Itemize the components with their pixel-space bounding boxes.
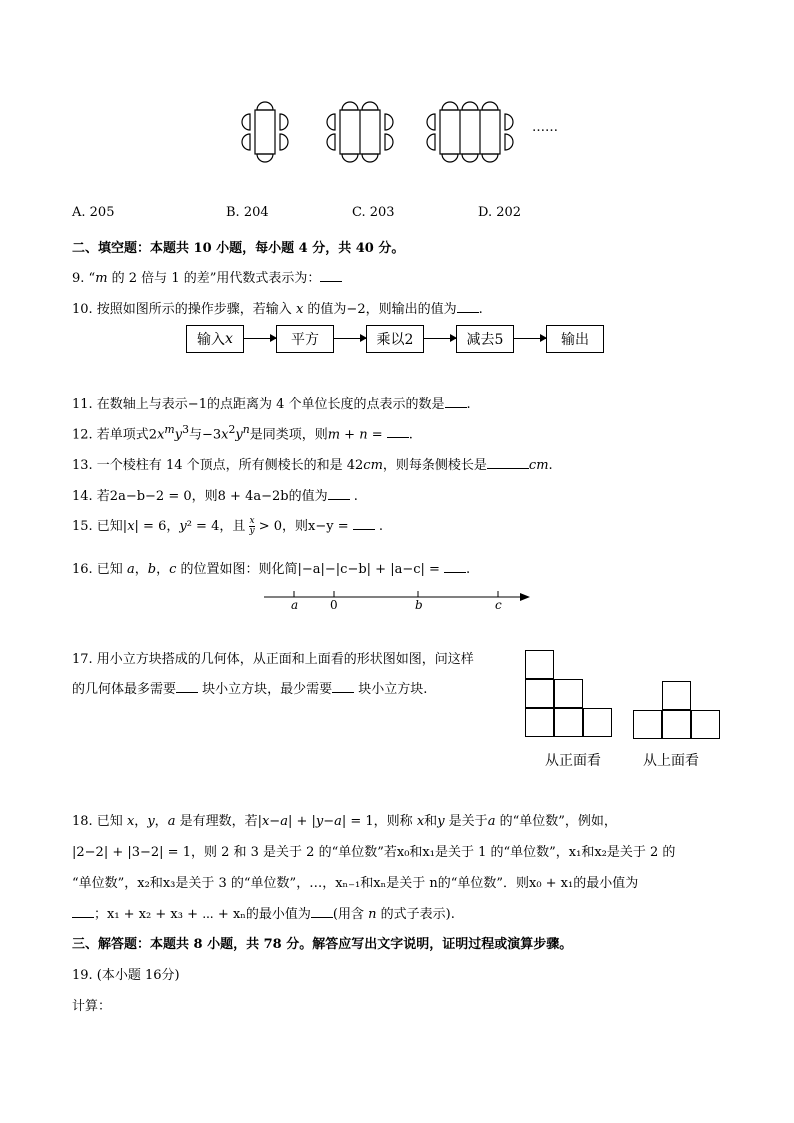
answer-blank[interactable] bbox=[311, 906, 333, 918]
answer-blank[interactable] bbox=[445, 396, 467, 408]
question-15: 15. 已知|x| = 6，y² = 4，且 $\frac{x}{y}$ > 0，则x−y = . bbox=[72, 516, 384, 536]
flow-box-output: 输出 bbox=[546, 325, 604, 353]
answer-blank[interactable] bbox=[487, 457, 529, 469]
answer-blank[interactable] bbox=[387, 426, 409, 438]
question-19-title: 19. (本小题 16分) bbox=[72, 968, 180, 983]
option-a[interactable]: A. 205 bbox=[72, 205, 115, 220]
question-12: 12. 若单项式$2x^my^3$与$-3x^2y^n$是同类项，则m + n = . bbox=[72, 423, 413, 443]
flow-box-square: 平方 bbox=[276, 325, 334, 353]
question-9: 9. “m 的 2 倍与 1 的差”用代数式表示为： bbox=[72, 267, 342, 286]
question-18-line3: “单位数”，x₂和x₃是关于 3 的“单位数”，…，xₙ₋₁和xₙ是关于 n的“单位数”．则x₀ + x₁的最小值为 bbox=[72, 876, 639, 891]
question-10: 10. 按照如图所示的操作步骤，若输入 x 的值为−2，则输出的值为 . bbox=[72, 302, 483, 317]
question-18-line2: |2−2| + |3−2| = 1，则 2 和 3 是关于 2 的“单位数”若x₀和x₁是关于 1 的“单位数”，x₁和x₂是关于 2 的 bbox=[72, 845, 676, 860]
number-line-label-c: c bbox=[495, 598, 502, 612]
question-19-prompt: 计算： bbox=[72, 999, 112, 1014]
flow-arrow bbox=[244, 338, 276, 339]
flow-box-subtract: 减去5 bbox=[456, 325, 514, 353]
answer-blank[interactable] bbox=[328, 488, 350, 500]
question-11: 11. 在数轴上与表示−1的点距离为 4 个单位长度的点表示的数是 . bbox=[72, 397, 471, 412]
question-13: 13. 一个棱柱有 14 个顶点，所有侧棱长的和是 42cm，则每条侧棱长是 cm. bbox=[72, 458, 553, 473]
figure-ellipsis: …… bbox=[532, 120, 558, 135]
question-18-line1: 18. 已知 x，y，a 是有理数，若|x−a| + |y−a| = 1，则称 x和y 是关于a 的“单位数”，例如， bbox=[72, 814, 617, 829]
question-17-line1: 17. 用小立方块搭成的几何体，从正面和上面看的形状图如图，问这样 bbox=[72, 652, 474, 667]
number-line-label-a: a bbox=[291, 598, 299, 612]
flow-arrow bbox=[424, 338, 456, 339]
number-line-label-zero: 0 bbox=[330, 598, 338, 612]
flow-arrow bbox=[514, 338, 546, 339]
answer-blank-max[interactable] bbox=[176, 681, 198, 693]
tables-pattern-figure bbox=[230, 92, 530, 172]
answer-blank[interactable] bbox=[444, 561, 466, 573]
option-b[interactable]: B. 204 bbox=[226, 205, 269, 220]
answer-blank[interactable] bbox=[457, 301, 479, 313]
answer-blank[interactable] bbox=[320, 270, 342, 282]
front-view-caption: 从正面看 bbox=[545, 753, 601, 769]
fraction-x-over-y: $\frac{x}{y}$ bbox=[249, 516, 255, 536]
question-17-line2: 的几何体最多需要 块小立方块，最少需要 块小立方块. bbox=[72, 682, 428, 697]
flow-box-input: 输入 x bbox=[186, 325, 244, 353]
flow-arrow bbox=[334, 338, 366, 339]
top-view-caption: 从上面看 bbox=[643, 753, 699, 769]
flow-box-multiply: 乘以2 bbox=[366, 325, 424, 353]
option-c[interactable]: C. 203 bbox=[352, 205, 395, 220]
section3-header: 三、解答题：本题共 8 小题，共 78 分。解答应写出文字说明，证明过程或演算步骤。 bbox=[72, 937, 573, 952]
number-line-label-b: b bbox=[415, 598, 423, 612]
question-14: 14. 若2a−b−2 = 0，则8 + 4a−2b的值为 . bbox=[72, 489, 358, 504]
question-18-line4: ；x₁ + x₂ + x₃ + ⋯ + xₙ的最小值为 (用含 n 的式子表示). bbox=[72, 903, 455, 922]
answer-blank[interactable] bbox=[72, 906, 94, 918]
answer-blank-min[interactable] bbox=[332, 681, 354, 693]
option-d[interactable]: D. 202 bbox=[478, 205, 522, 220]
question-16: 16. 已知 a，b，c 的位置如图：则化简|−a|−|c−b| + |a−c| = . bbox=[72, 562, 471, 577]
answer-blank[interactable] bbox=[353, 518, 375, 530]
section2-header: 二、填空题：本题共 10 小题，每小题 4 分，共 40 分。 bbox=[72, 241, 405, 256]
